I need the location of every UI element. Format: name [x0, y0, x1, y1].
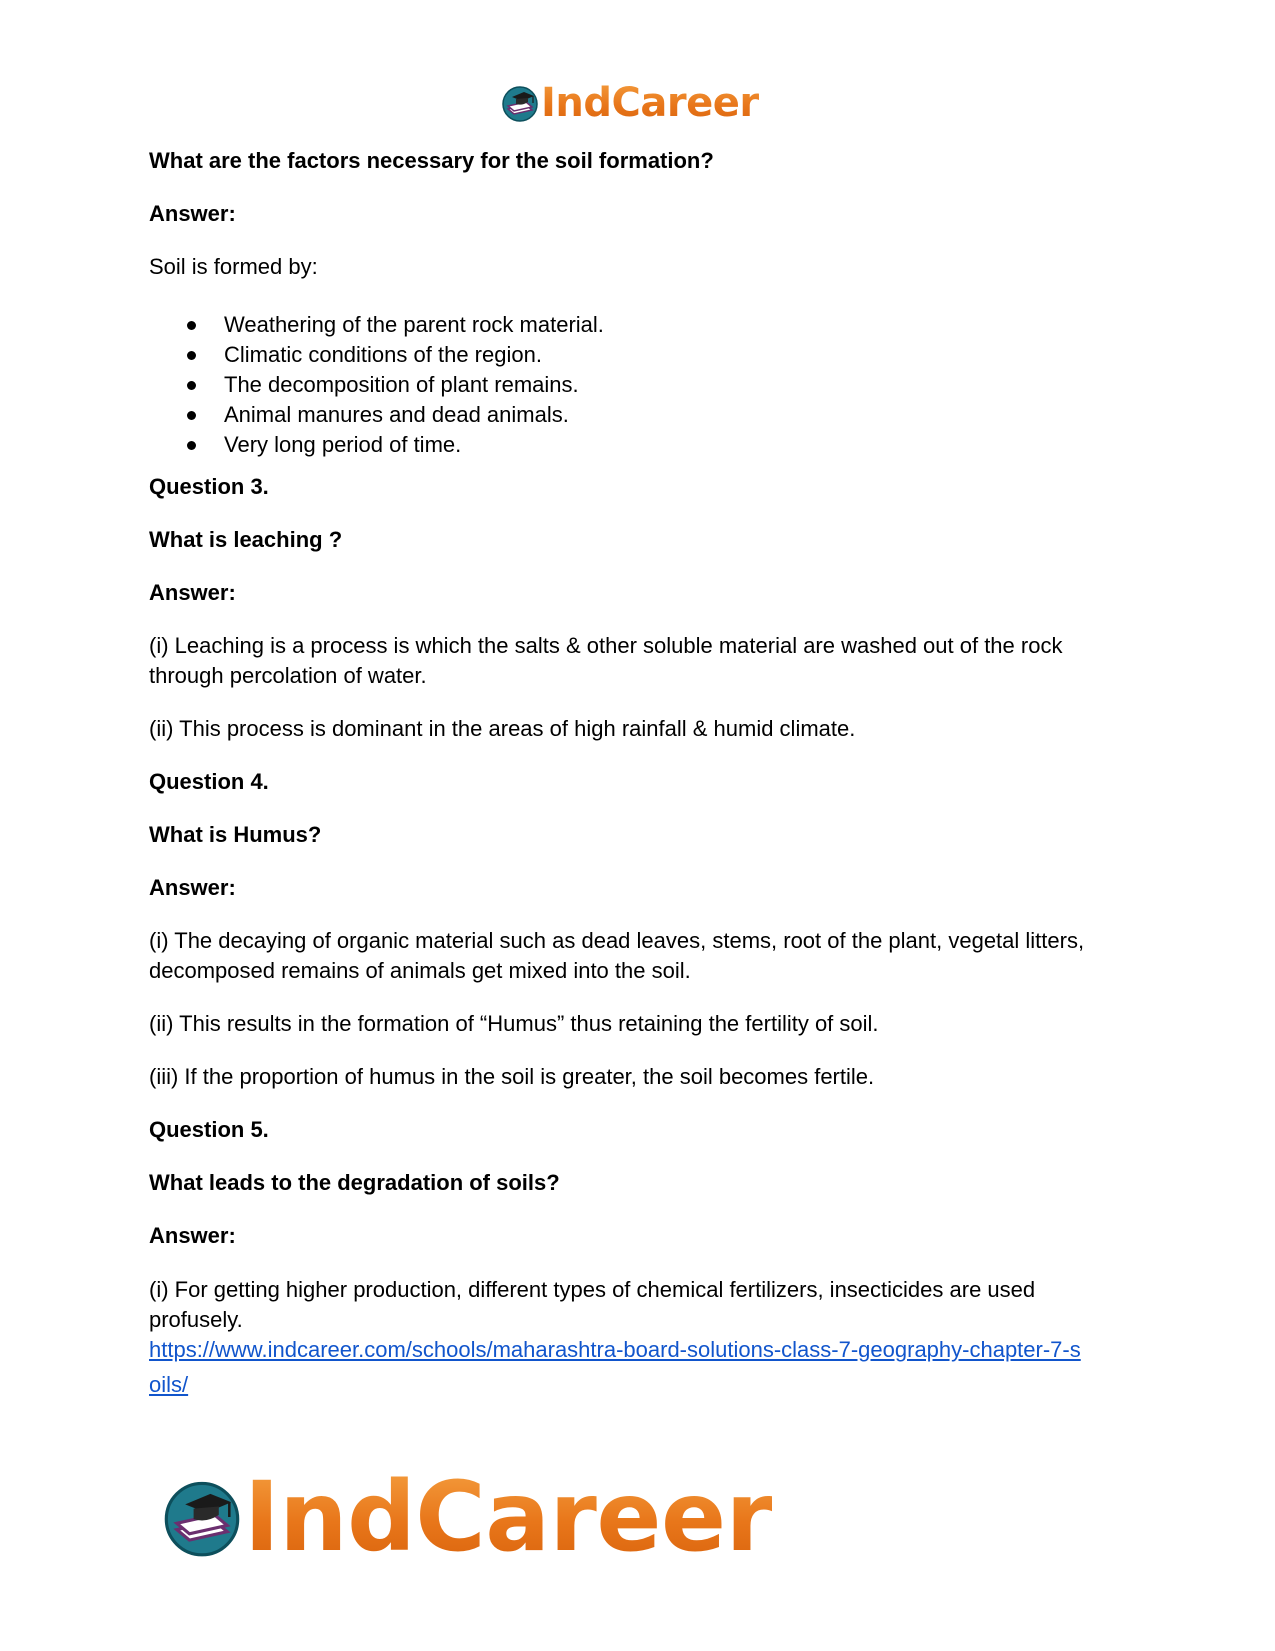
answer-paragraph: through percolation of water.: [149, 663, 427, 688]
graduation-cap-book-icon: [160, 1475, 244, 1559]
source-link[interactable]: [149, 1367, 188, 1402]
answer-label: Answer:: [149, 580, 236, 605]
answer-paragraph: profusely.: [149, 1307, 243, 1332]
bullet-icon: [187, 381, 196, 390]
answer-paragraph: (i) The decaying of organic material such as dead leaves, stems, root of the plant, vegetal litters,: [149, 928, 1085, 953]
list-item: The decomposition of plant remains.: [149, 370, 604, 400]
bullet-icon: [187, 321, 196, 330]
bullet-list: [149, 310, 604, 460]
answer-paragraph: decomposed remains of animals get mixed into the soil.: [149, 958, 691, 983]
source-link[interactable]: [149, 1332, 1081, 1367]
answer-paragraph: (ii) This process is dominant in the areas of high rainfall & humid climate.: [149, 716, 856, 741]
question-heading: What are the factors necessary for the soil formation?: [149, 148, 714, 173]
question-number: Question 3.: [149, 474, 269, 499]
answer-paragraph: (i) Leaching is a process is which the salts & other soluble material are washed out of the rock: [149, 633, 1063, 658]
footer-logo: [160, 1462, 772, 1572]
list-item: Animal manures and dead animals.: [149, 400, 604, 430]
list-item: Very long period of time.: [149, 430, 604, 460]
source-link-line2[interactable]: oils/: [149, 1372, 189, 1397]
source-link-line1[interactable]: https://www.indcareer.com/schools/maharashtra-board-solutions-class-7-geography-chapter-7-s: [149, 1337, 1081, 1362]
bullet-icon: [187, 441, 196, 450]
answer-paragraph: Soil is formed by:: [149, 254, 318, 279]
graduation-cap-book-icon: [500, 83, 540, 123]
logo-wordmark: IndCareer: [541, 80, 759, 126]
question-heading: What is Humus?: [149, 822, 322, 847]
bullet-icon: [187, 351, 196, 360]
list-item: Weathering of the parent rock material.: [149, 310, 604, 340]
logo-wordmark: IndCareer: [244, 1461, 773, 1573]
question-number: Question 4.: [149, 769, 269, 794]
question-heading: What is leaching ?: [149, 527, 343, 552]
answer-paragraph: (i) For getting higher production, different types of chemical fertilizers, insecticides are used: [149, 1277, 1036, 1302]
answer-label: Answer:: [149, 875, 236, 900]
answer-label: Answer:: [149, 201, 236, 226]
question-number: Question 5.: [149, 1117, 269, 1142]
answer-label: Answer:: [149, 1223, 236, 1248]
list-item: Climatic conditions of the region.: [149, 340, 604, 370]
question-heading: What leads to the degradation of soils?: [149, 1170, 560, 1195]
answer-paragraph: (ii) This results in the formation of “Humus” thus retaining the fertility of soil.: [149, 1011, 879, 1036]
bullet-icon: [187, 411, 196, 420]
header-logo: [500, 78, 759, 128]
answer-paragraph: (iii) If the proportion of humus in the soil is greater, the soil becomes fertile.: [149, 1064, 875, 1089]
